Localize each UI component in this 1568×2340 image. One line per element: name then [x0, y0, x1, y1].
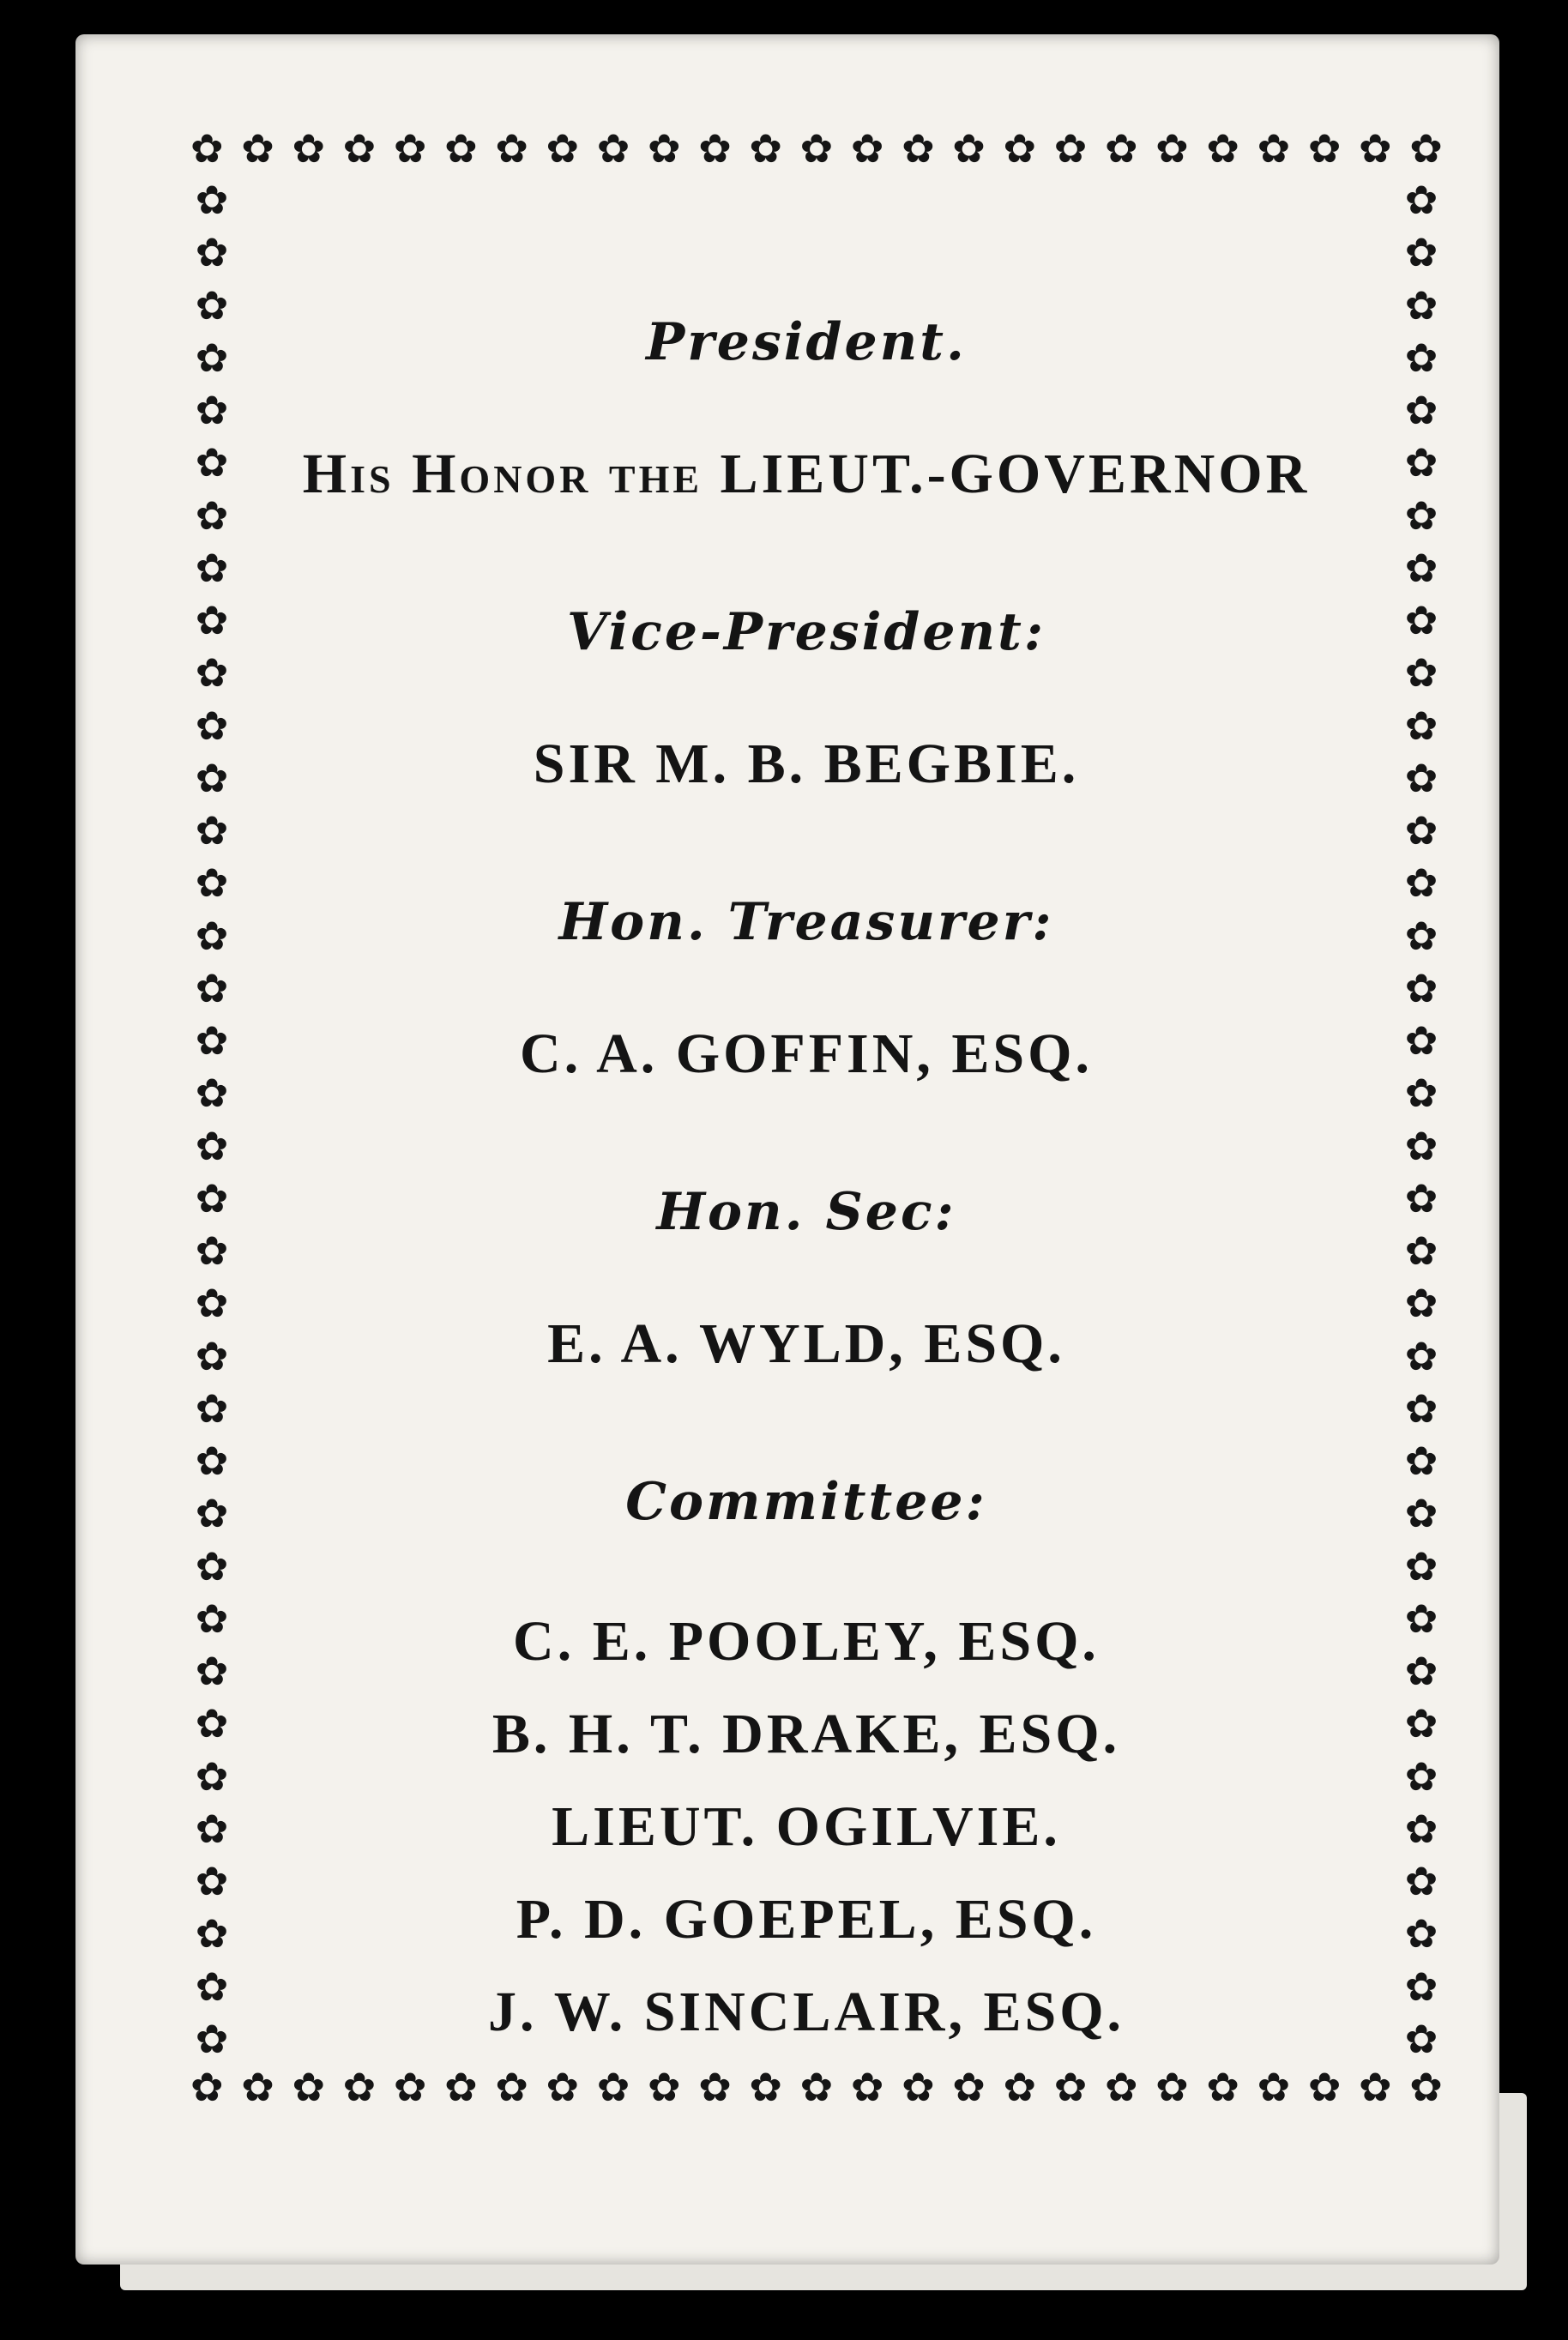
asterisk-flower-icon: ✿	[342, 125, 377, 172]
asterisk-flower-icon: ✿	[1404, 2015, 1438, 2062]
asterisk-flower-icon: ✿	[749, 125, 782, 172]
asterisk-flower-icon: ✿	[1359, 2064, 1392, 2110]
vice-president-role: Vice-President:	[567, 602, 1046, 662]
asterisk-flower-icon: ✿	[1104, 2064, 1138, 2110]
president-role: President.	[646, 312, 967, 372]
asterisk-flower-icon: ✿	[647, 2064, 681, 2110]
asterisk-flower-icon: ✿	[1155, 125, 1189, 172]
asterisk-flower-icon: ✿	[1404, 702, 1438, 749]
asterisk-flower-icon: ✿	[1404, 1963, 1438, 2010]
asterisk-flower-icon: ✿	[195, 1910, 229, 1957]
asterisk-flower-icon: ✿	[195, 1805, 229, 1852]
asterisk-flower-icon: ✿	[1404, 964, 1438, 1011]
asterisk-flower-icon: ✿	[195, 544, 229, 591]
asterisk-flower-icon: ✿	[195, 1174, 229, 1221]
asterisk-flower-icon: ✿	[190, 125, 224, 172]
asterisk-flower-icon: ✿	[1404, 544, 1438, 591]
asterisk-flower-icon: ✿	[1053, 2064, 1088, 2110]
committee-member: J. W. SINCLAIR, ESQ.	[487, 1981, 1125, 2043]
asterisk-flower-icon: ✿	[1404, 1700, 1438, 1747]
asterisk-flower-icon: ✿	[1404, 492, 1438, 539]
asterisk-flower-icon: ✿	[393, 125, 427, 172]
asterisk-flower-icon: ✿	[749, 2064, 782, 2110]
asterisk-flower-icon: ✿	[195, 334, 229, 381]
treasurer-role: Hon. Treasurer:	[558, 892, 1054, 952]
asterisk-flower-icon: ✿	[1404, 1858, 1438, 1904]
asterisk-flower-icon: ✿	[495, 125, 528, 172]
asterisk-flower-icon: ✿	[195, 1070, 229, 1117]
committee-member: B. H. T. DRAKE, ESQ.	[492, 1703, 1121, 1765]
asterisk-flower-icon: ✿	[195, 597, 229, 643]
secretary-role: Hon. Sec:	[656, 1182, 956, 1242]
asterisk-flower-icon: ✿	[292, 2064, 325, 2110]
asterisk-flower-icon: ✿	[1307, 125, 1342, 172]
treasurer-name: C. A. GOFFIN, ESQ.	[520, 1022, 1093, 1085]
asterisk-flower-icon: ✿	[195, 387, 229, 433]
asterisk-flower-icon: ✿	[1155, 2064, 1189, 2110]
asterisk-flower-icon: ✿	[195, 439, 229, 486]
asterisk-flower-icon: ✿	[1404, 387, 1438, 433]
asterisk-flower-icon: ✿	[1404, 1910, 1438, 1957]
president-name: His Honor the LIEUT.-GOVERNOR	[302, 443, 1311, 505]
asterisk-flower-icon: ✿	[1404, 807, 1438, 853]
asterisk-flower-icon: ✿	[1409, 2064, 1443, 2110]
asterisk-flower-icon: ✿	[1409, 125, 1443, 172]
asterisk-flower-icon: ✿	[195, 1648, 229, 1694]
asterisk-flower-icon: ✿	[902, 2064, 935, 2110]
asterisk-flower-icon: ✿	[1404, 1332, 1438, 1379]
asterisk-flower-icon: ✿	[1404, 1438, 1438, 1484]
asterisk-flower-icon: ✿	[195, 912, 229, 959]
border-top	[190, 125, 1443, 172]
asterisk-flower-icon: ✿	[1404, 439, 1438, 486]
asterisk-flower-icon: ✿	[546, 2064, 580, 2110]
asterisk-flower-icon: ✿	[1404, 1174, 1438, 1221]
committee-member: P. D. GOEPEL, ESQ.	[516, 1888, 1097, 1951]
asterisk-flower-icon: ✿	[195, 1332, 229, 1379]
asterisk-flower-icon: ✿	[952, 2064, 986, 2110]
asterisk-flower-icon: ✿	[1404, 229, 1438, 276]
asterisk-flower-icon: ✿	[1257, 2064, 1291, 2110]
asterisk-flower-icon: ✿	[698, 2064, 732, 2110]
asterisk-flower-icon: ✿	[1404, 1122, 1438, 1169]
committee-member: C. E. POOLEY, ESQ.	[513, 1610, 1100, 1673]
asterisk-flower-icon: ✿	[195, 177, 229, 223]
committee-member: LIEUT. OGILVIE.	[552, 1795, 1061, 1858]
asterisk-flower-icon: ✿	[799, 125, 834, 172]
border-right	[1400, 177, 1443, 2062]
secretary-name: E. A. WYLD, ESQ.	[547, 1312, 1065, 1375]
asterisk-flower-icon: ✿	[195, 1595, 229, 1642]
asterisk-flower-icon: ✿	[1404, 1752, 1438, 1800]
asterisk-flower-icon: ✿	[1404, 1595, 1438, 1642]
asterisk-flower-icon: ✿	[195, 1963, 229, 2010]
asterisk-flower-icon: ✿	[195, 1227, 229, 1274]
asterisk-flower-icon: ✿	[190, 2064, 224, 2110]
asterisk-flower-icon: ✿	[195, 1438, 229, 1484]
asterisk-flower-icon: ✿	[799, 2064, 834, 2110]
asterisk-flower-icon: ✿	[444, 2064, 478, 2110]
vice-president-name: SIR M. B. BEGBIE.	[533, 733, 1080, 795]
asterisk-flower-icon: ✿	[292, 125, 325, 172]
asterisk-flower-icon: ✿	[1404, 334, 1438, 381]
asterisk-flower-icon: ✿	[195, 964, 229, 1011]
asterisk-flower-icon: ✿	[596, 125, 630, 172]
asterisk-flower-icon: ✿	[195, 702, 229, 749]
asterisk-flower-icon: ✿	[195, 649, 229, 697]
asterisk-flower-icon: ✿	[850, 125, 884, 172]
asterisk-flower-icon: ✿	[1404, 1648, 1438, 1694]
asterisk-flower-icon: ✿	[241, 2064, 274, 2110]
asterisk-flower-icon: ✿	[1404, 1280, 1438, 1327]
committee-members	[249, 1595, 1364, 2059]
asterisk-flower-icon: ✿	[1404, 281, 1438, 329]
asterisk-flower-icon: ✿	[1404, 649, 1438, 697]
asterisk-flower-icon: ✿	[1404, 1070, 1438, 1117]
asterisk-flower-icon: ✿	[195, 1280, 229, 1327]
asterisk-flower-icon: ✿	[1404, 912, 1438, 959]
asterisk-flower-icon: ✿	[195, 1122, 229, 1169]
committee-role: Committee:	[625, 1472, 987, 1532]
asterisk-flower-icon: ✿	[195, 1700, 229, 1747]
asterisk-flower-icon: ✿	[1404, 1017, 1438, 1064]
asterisk-flower-icon: ✿	[596, 2064, 630, 2110]
asterisk-flower-icon: ✿	[1257, 125, 1291, 172]
asterisk-flower-icon: ✿	[1003, 2064, 1037, 2110]
asterisk-flower-icon: ✿	[952, 125, 986, 172]
asterisk-flower-icon: ✿	[1404, 597, 1438, 643]
asterisk-flower-icon: ✿	[1206, 2064, 1239, 2110]
asterisk-flower-icon: ✿	[698, 125, 732, 172]
asterisk-flower-icon: ✿	[195, 807, 229, 853]
officers-list	[249, 309, 1364, 2059]
asterisk-flower-icon: ✿	[393, 2064, 427, 2110]
asterisk-flower-icon: ✿	[1404, 1227, 1438, 1274]
asterisk-flower-icon: ✿	[342, 2064, 377, 2110]
asterisk-flower-icon: ✿	[1053, 125, 1088, 172]
asterisk-flower-icon: ✿	[1206, 125, 1239, 172]
asterisk-flower-icon: ✿	[1404, 754, 1438, 801]
asterisk-flower-icon: ✿	[195, 1384, 229, 1432]
asterisk-flower-icon: ✿	[850, 2064, 884, 2110]
asterisk-flower-icon: ✿	[495, 2064, 528, 2110]
asterisk-flower-icon: ✿	[444, 125, 478, 172]
asterisk-flower-icon: ✿	[647, 125, 681, 172]
asterisk-flower-icon: ✿	[1359, 125, 1392, 172]
asterisk-flower-icon: ✿	[1404, 1805, 1438, 1852]
asterisk-flower-icon: ✿	[195, 754, 229, 801]
asterisk-flower-icon: ✿	[195, 1858, 229, 1904]
asterisk-flower-icon: ✿	[1404, 177, 1438, 223]
border-left	[190, 177, 233, 2062]
asterisk-flower-icon: ✿	[195, 1490, 229, 1537]
asterisk-flower-icon: ✿	[195, 1752, 229, 1800]
asterisk-flower-icon: ✿	[1104, 125, 1138, 172]
asterisk-flower-icon: ✿	[1404, 1384, 1438, 1432]
asterisk-flower-icon: ✿	[195, 2015, 229, 2062]
asterisk-flower-icon: ✿	[1307, 2064, 1342, 2110]
asterisk-flower-icon: ✿	[195, 1542, 229, 1589]
asterisk-flower-icon: ✿	[241, 125, 274, 172]
asterisk-flower-icon: ✿	[195, 1017, 229, 1064]
asterisk-flower-icon: ✿	[1404, 1490, 1438, 1537]
asterisk-flower-icon: ✿	[195, 229, 229, 276]
asterisk-flower-icon: ✿	[195, 859, 229, 907]
asterisk-flower-icon: ✿	[902, 125, 935, 172]
asterisk-flower-icon: ✿	[195, 281, 229, 329]
asterisk-flower-icon: ✿	[1404, 1542, 1438, 1589]
asterisk-flower-icon: ✿	[546, 125, 580, 172]
asterisk-flower-icon: ✿	[1003, 125, 1037, 172]
border-bottom	[190, 2064, 1443, 2110]
asterisk-flower-icon: ✿	[195, 492, 229, 539]
asterisk-flower-icon: ✿	[1404, 859, 1438, 907]
